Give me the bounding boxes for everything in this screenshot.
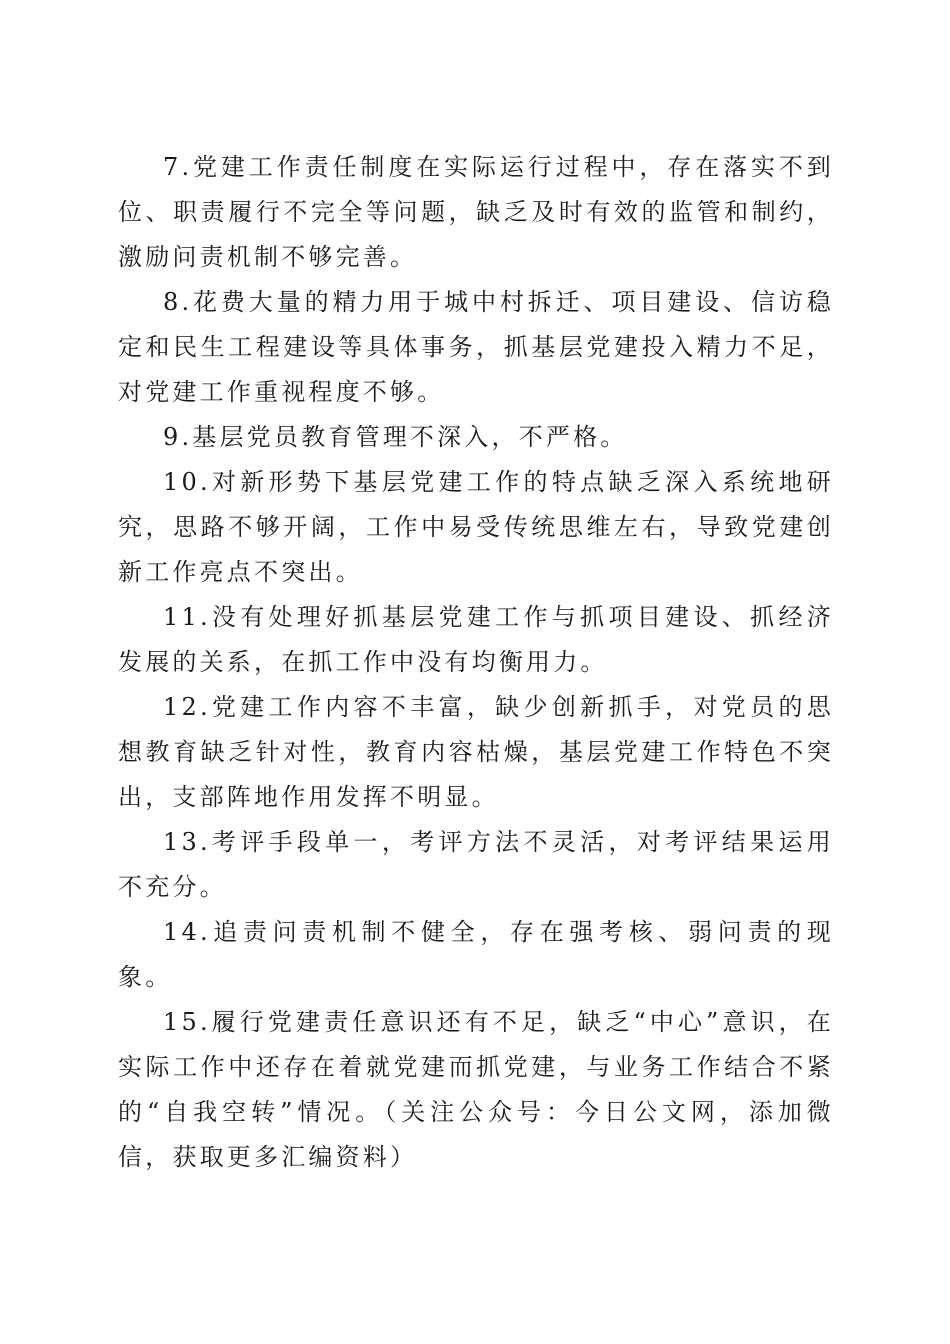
document-body [118,145,834,1180]
paragraph-item-9: 9.基层党员教育管理不深入，不严格。 [163,423,628,451]
paragraph-item-14: 14.追责问责机制不健全，存在强考核、弱问责的现象。 [118,918,834,991]
paragraph-item-13: 13.考评手段单一，考评方法不灵活，对考评结果运用不充分。 [118,828,834,901]
paragraph-item-8: 8.花费大量的精力用于城中村拆迁、项目建设、信访稳定和民生工程建设等具体事务，抓基层党建投入精力不足，对党建工作重视程度不够。 [118,288,834,406]
paragraph-item-7: 7.党建工作责任制度在实际运行过程中，存在落实不到位、职责履行不完全等问题，缺乏及时有效的监管和制约，激励问责机制不够完善。 [118,153,834,271]
paragraph-item-10: 10.对新形势下基层党建工作的特点缺乏深入系统地研究，思路不够开阔，工作中易受传统思维左右，导致党建创新工作亮点不突出。 [118,468,834,586]
paragraph-item-15: 15.履行党建责任意识还有不足，缺乏“中心”意识，在实际工作中还存在着就党建而抓党建，与业务工作结合不紧的“自我空转”情况。（关注公众号：今日公文网，添加微信，获取更多汇编资料） [118,1008,834,1171]
paragraph-item-11: 11.没有处理好抓基层党建工作与抓项目建设、抓经济发展的关系，在抓工作中没有均衡用力。 [118,603,834,676]
paragraph-item-12: 12.党建工作内容不丰富，缺少创新抓手，对党员的思想教育缺乏针对性，教育内容枯燥，基层党建工作特色不突出，支部阵地作用发挥不明显。 [118,693,834,811]
